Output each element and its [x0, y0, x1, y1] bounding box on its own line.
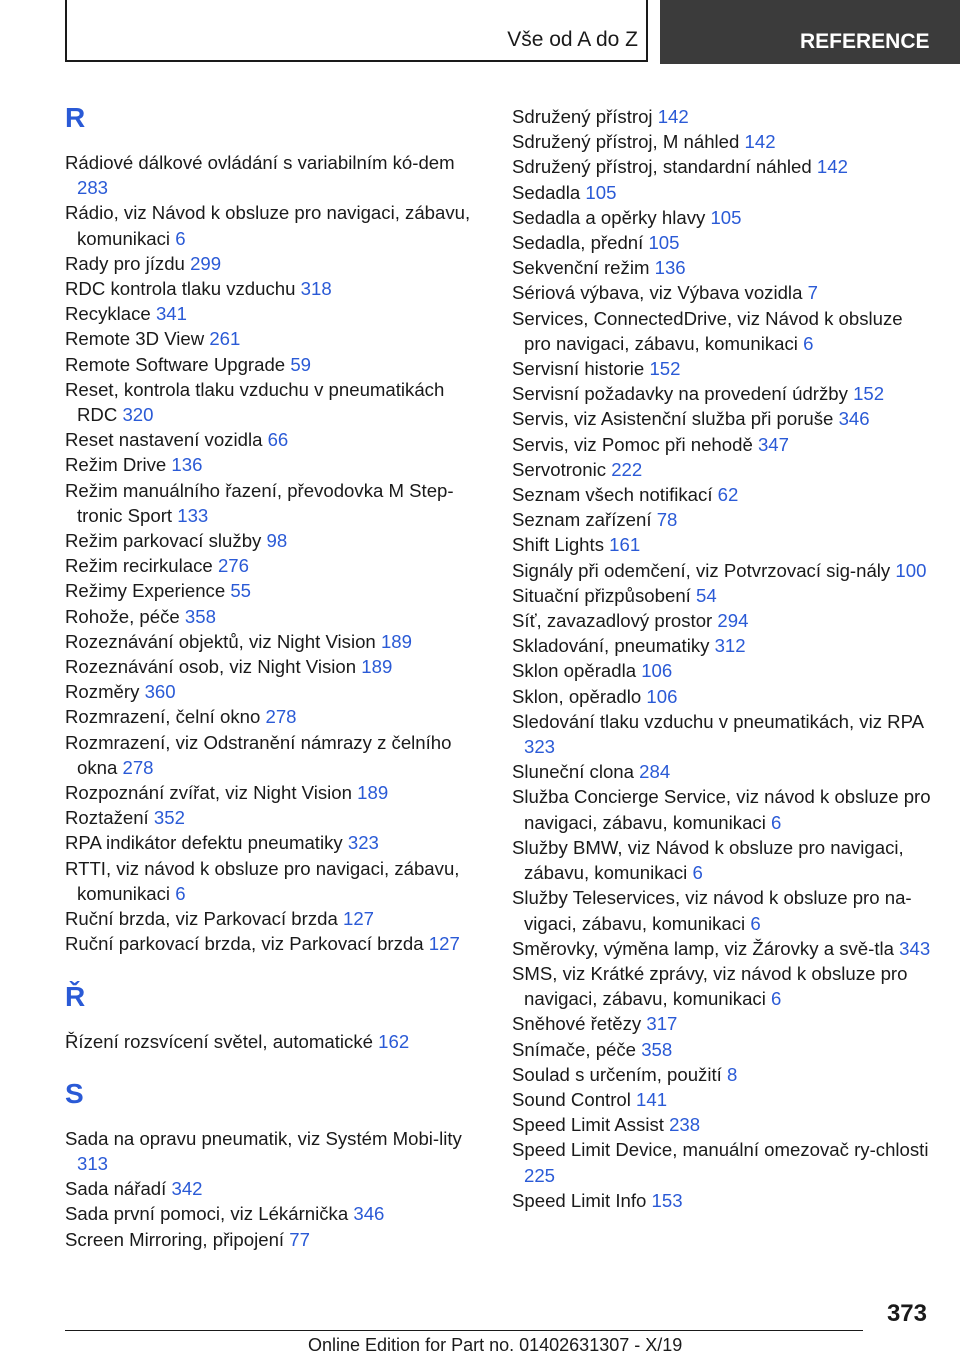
index-entry [65, 604, 485, 629]
index-entry [65, 805, 485, 830]
index-entry [512, 457, 932, 482]
index-entry [512, 558, 932, 583]
page-reference-link[interactable]: 152 [649, 358, 681, 380]
index-entry-text: Reset, kontrola tlaku vzduchu v pneumatikách RDC [65, 378, 445, 426]
page-reference-link[interactable]: 105 [648, 232, 680, 254]
index-entry-text: Sada na opravu pneumatik, viz Systém Mobi‐lity [65, 1127, 462, 1149]
index-entry-text: Rohože, péče [65, 605, 180, 627]
index-entry-text: Rozpoznání zvířat, viz Night Vision [65, 782, 352, 804]
index-entry [512, 961, 932, 1011]
section-title: Vše od A do Z [507, 28, 638, 51]
index-entry-text: Režim manuálního řazení, převodovka M Step‐tronic Sport [65, 479, 454, 526]
index-entry [65, 200, 485, 250]
page-reference-link[interactable]: 106 [641, 660, 673, 682]
index-entry [65, 730, 485, 780]
index-entry [65, 478, 485, 528]
page-reference-link[interactable]: 105 [585, 181, 617, 203]
page-reference-link[interactable]: 136 [654, 257, 686, 279]
page-reference-link[interactable]: 278 [122, 756, 154, 778]
page-reference-link[interactable]: 323 [524, 736, 556, 758]
index-entry-text: Rozmrazení, viz Odstranění námrazy z čelního okna [65, 731, 452, 778]
page-reference-link[interactable]: 225 [524, 1164, 556, 1186]
page-reference-link[interactable]: 7 [807, 282, 818, 304]
index-entry [65, 377, 485, 427]
page-reference-link[interactable]: 141 [636, 1088, 668, 1110]
page-reference-link[interactable]: 317 [646, 1013, 678, 1035]
index-entry-text: Speed Limit Assist [512, 1114, 664, 1136]
index-entry-text: Služby BMW, viz Návod k obsluze pro navigaci, zábavu, komunikaci [512, 836, 904, 884]
index-entry [512, 608, 932, 633]
index-entry [65, 1176, 485, 1201]
page-reference-link[interactable]: 6 [750, 912, 761, 934]
page-reference-link[interactable]: 358 [641, 1038, 673, 1060]
index-entry-text: Sněhové řetězy [512, 1013, 642, 1035]
page-reference-link[interactable]: 358 [184, 605, 216, 627]
index-entry-text: Shift Lights [512, 534, 604, 556]
index-entry [65, 704, 485, 729]
index-entry-text: Sedadla, přední [512, 232, 644, 254]
page-reference-link[interactable]: 284 [639, 761, 671, 783]
page-reference-link[interactable]: 283 [77, 177, 109, 199]
index-entry-text: Sedadla [512, 181, 581, 203]
section-letter: S [65, 1077, 84, 1109]
index-entry [512, 1062, 932, 1087]
index-entry-text: Sedadla a opěrky hlavy [512, 206, 706, 228]
index-entry [512, 154, 932, 179]
page-reference-link[interactable]: 294 [717, 610, 749, 632]
index-entry-text: Sound Control [512, 1088, 631, 1110]
index-entry-text: Ruční brzda, viz Parkovací brzda [65, 908, 338, 930]
index-entry [65, 352, 485, 377]
index-entry-text: Roztažení [65, 807, 149, 829]
index-entry [512, 658, 932, 683]
page-reference-link[interactable]: 6 [692, 862, 703, 884]
index-entry-text: Rádiové dálkové ovládání s variabilním kó‐dem [65, 152, 455, 173]
index-entry-text: Sada nářadí [65, 1178, 167, 1200]
index-entry-text: Seznam zařízení [512, 509, 652, 531]
index-entry [65, 1201, 485, 1226]
page-reference-link[interactable]: 6 [175, 227, 186, 249]
index-entry-text: Ruční parkovací brzda, viz Parkovací brzda [65, 933, 424, 955]
index-entry [65, 326, 485, 351]
index-entry [512, 684, 932, 709]
index-entry-text: Soulad s určením, použití [512, 1063, 722, 1085]
index-entry [65, 679, 485, 704]
index-entry [512, 759, 932, 784]
index-entry-text: Seznam všech notifikací [512, 484, 713, 506]
index-entry-text: Režimy Experience [65, 580, 226, 602]
page-reference-link[interactable]: 59 [290, 353, 311, 375]
page-reference-link[interactable]: 318 [300, 278, 332, 300]
index-entry-text: Sklon opěradla [512, 660, 637, 682]
index-entry [65, 654, 485, 679]
index-entry [65, 629, 485, 654]
index-entry [512, 1188, 932, 1213]
index-entry-text: Services, ConnectedDrive, viz Návod k obsluze pro navigaci, zábavu, komunikaci [512, 307, 903, 354]
page-reference-link[interactable]: 6 [803, 332, 814, 354]
index-entry [512, 507, 932, 532]
page-reference-link[interactable]: 312 [714, 635, 746, 657]
index-entry-text: Speed Limit Info [512, 1189, 647, 1211]
page-reference-link[interactable]: 161 [609, 534, 641, 556]
index-entry [512, 1137, 932, 1187]
index-entry-text: Síť, zavazadlový prostor [512, 610, 713, 632]
index-entry [512, 406, 932, 431]
index-entry [512, 104, 932, 129]
index-entry [65, 301, 485, 326]
page-reference-link[interactable]: 142 [744, 131, 776, 153]
index-entry [65, 578, 485, 603]
index-entry-text: Servis, viz Pomoc při nehodě [512, 433, 753, 455]
footer-edition: Online Edition for Part no. 01402631307 - X/19 [308, 1335, 683, 1355]
page-reference-link[interactable]: 222 [611, 458, 643, 480]
page-reference-link[interactable]: 341 [155, 303, 187, 325]
section-letter: Ř [65, 980, 86, 1012]
index-entry [512, 835, 932, 885]
page-reference-link[interactable]: 98 [266, 530, 288, 552]
index-entry-text: Směrovky, výměna lamp, viz Žárovky a svě‐tla [512, 937, 894, 959]
index-entry [512, 230, 932, 255]
index-entry [65, 906, 485, 931]
index-entry-text: Sériová výbava, viz Výbava vozidla [512, 282, 803, 304]
page-reference-link[interactable]: 62 [717, 484, 739, 506]
index-entry [512, 280, 932, 305]
index-entry [512, 532, 932, 557]
index-entry-text: Servotronic [512, 458, 607, 480]
index-entry [65, 150, 485, 200]
page-reference-link[interactable]: 342 [171, 1178, 203, 1200]
index-entry-text: Rozměry [65, 681, 140, 703]
page-reference-link[interactable]: 343 [899, 937, 931, 959]
index-column-right [512, 104, 932, 1213]
index-entry [65, 1126, 485, 1176]
index-entry-text: Speed Limit Device, manuální omezovač ry‐chlosti [512, 1139, 929, 1161]
index-entry-text: RDC kontrola tlaku vzduchu [65, 278, 296, 300]
index-entry [512, 784, 932, 834]
page-reference-link[interactable]: 189 [380, 630, 412, 652]
index-entry-text: RPA indikátor defektu pneumatiky [65, 832, 343, 854]
page-reference-link[interactable]: 278 [265, 706, 297, 728]
index-entry-text: Rozmrazení, čelní okno [65, 706, 261, 728]
index-entry-text: Signály při odemčení, viz Potvrzovací sig‐nály [512, 559, 891, 581]
index-entry [512, 1087, 932, 1112]
index-entry [65, 528, 485, 553]
page-reference-link[interactable]: 261 [209, 328, 241, 350]
index-entry [512, 583, 932, 608]
page-reference-link[interactable]: 346 [353, 1203, 385, 1225]
index-entry [512, 381, 932, 406]
index-entry-text: Reset nastavení vozidla [65, 429, 263, 451]
section-letter: R [65, 102, 86, 133]
index-entry-text: Remote 3D View [65, 328, 205, 350]
index-entry [65, 452, 485, 477]
page-reference-link[interactable]: 152 [853, 383, 885, 405]
index-entry [512, 306, 932, 356]
page-number: 373 [886, 1300, 927, 1327]
index-entry-text: Servisní historie [512, 358, 645, 380]
page-reference-link[interactable]: 78 [656, 509, 678, 531]
index-entry-text: Sklon, opěradlo [512, 685, 642, 707]
index-entry [65, 1227, 485, 1252]
index-entry-text: Rádio, viz Návod k obsluze pro navigaci, zábavu, komunikaci [65, 202, 471, 249]
index-entry [512, 482, 932, 507]
index-entry [65, 553, 485, 578]
index-entry [512, 936, 932, 961]
index-entry-text: Servis, viz Asistenční služba při poruše [512, 408, 834, 430]
page-reference-link[interactable]: 8 [726, 1063, 738, 1085]
page-reference-link[interactable]: 6 [771, 811, 782, 833]
index-entry [512, 1011, 932, 1036]
index-entry-text: Sdružený přístroj [512, 106, 653, 127]
index-entry-text: Screen Mirroring, připojení [65, 1228, 285, 1250]
page-reference-link[interactable]: 136 [171, 454, 203, 476]
index-entry-text: Služba Concierge Service, viz návod k obsluze pro navigaci, zábavu, komunikaci [512, 786, 931, 833]
page-reference-link[interactable]: 100 [895, 559, 927, 581]
page-reference-link[interactable]: 323 [347, 832, 379, 854]
page-reference-link[interactable]: 55 [230, 580, 252, 602]
index-entry-text: Sdružený přístroj, standardní náhled [512, 156, 812, 178]
index-entry-text: Sledování tlaku vzduchu v pneumatikách, viz RPA [512, 710, 924, 732]
index-entry [65, 856, 485, 906]
index-entry-text: Skladování, pneumatiky [512, 635, 710, 657]
page-reference-link[interactable]: 162 [378, 1030, 410, 1052]
page-reference-link[interactable]: 105 [710, 206, 742, 228]
index-entry [512, 1037, 932, 1062]
page-reference-link[interactable]: 66 [267, 429, 289, 451]
page-reference-link[interactable]: 238 [669, 1114, 701, 1136]
chapter-tab: REFERENCE [660, 0, 960, 64]
page-reference-link[interactable]: 6 [771, 988, 782, 1010]
index-entry [65, 931, 485, 956]
index-entry-text: Rady pro jízdu [65, 252, 185, 274]
index-entry [65, 427, 485, 452]
page-reference-link[interactable]: 142 [816, 156, 848, 178]
index-entry [512, 709, 932, 759]
footer-divider [65, 1330, 863, 1331]
page-reference-link[interactable]: 276 [217, 555, 249, 577]
page-reference-link[interactable]: 106 [646, 685, 678, 707]
page-reference-link[interactable]: 133 [177, 504, 209, 526]
index-entry [65, 1029, 485, 1054]
page-reference-link[interactable]: 352 [153, 807, 185, 829]
page-reference-link[interactable]: 320 [122, 404, 154, 426]
page-reference-link[interactable]: 153 [651, 1189, 683, 1211]
page-reference-link[interactable]: 6 [175, 882, 186, 904]
index-entry-text: Sada první pomoci, viz Lékárnička [65, 1203, 349, 1225]
page-reference-link[interactable]: 189 [357, 782, 389, 804]
page-reference-link[interactable]: 127 [343, 908, 375, 930]
index-entry-text: Režim parkovací služby [65, 530, 262, 552]
index-entry-text: Režim Drive [65, 454, 167, 476]
page-reference-link[interactable]: 299 [190, 252, 222, 274]
index-column-left [65, 98, 485, 1252]
page-reference-link[interactable]: 346 [838, 408, 870, 430]
index-entry [65, 276, 485, 301]
index-entry [65, 830, 485, 855]
index-entry [512, 356, 932, 381]
page-reference-link[interactable]: 127 [428, 933, 460, 955]
page-reference-link[interactable]: 347 [757, 433, 789, 455]
index-entry-text: RTTI, viz návod k obsluze pro navigaci, zábavu, komunikaci [65, 857, 460, 904]
index-entry [65, 251, 485, 276]
index-entry [512, 633, 932, 658]
page-reference-link[interactable]: 189 [361, 656, 393, 678]
index-entry [512, 205, 932, 230]
index-entry [512, 180, 932, 205]
page-reference-link[interactable]: 77 [289, 1228, 310, 1250]
index-entry-text: Rozeznávání objektů, viz Night Vision [65, 630, 376, 652]
index-entry [512, 255, 932, 280]
page-reference-link[interactable]: 54 [696, 584, 717, 606]
page-reference-link[interactable]: 142 [657, 106, 689, 127]
index-entry [512, 885, 932, 935]
index-entry-text: Režim recirkulace [65, 555, 213, 577]
index-entry-text: Snímače, péče [512, 1038, 637, 1060]
index-entry-text: Remote Software Upgrade [65, 353, 286, 375]
index-entry [512, 1112, 932, 1137]
index-entry-text: SMS, viz Krátké zprávy, viz návod k obsluze pro navigaci, zábavu, komunikaci [512, 962, 908, 1010]
index-entry [512, 129, 932, 154]
index-entry-text: Servisní požadavky na provedení údržby [512, 383, 848, 405]
index-entry-text: Služby Teleservices, viz návod k obsluze pro na‐vigaci, zábavu, komunikaci [512, 887, 912, 934]
page-reference-link[interactable]: 360 [144, 681, 176, 703]
index-entry [65, 780, 485, 805]
index-entry-text: Sekvenční režim [512, 257, 650, 279]
index-entry-text: Sdružený přístroj, M náhled [512, 131, 740, 153]
index-entry-text: Recyklace [65, 303, 151, 325]
index-entry-text: Rozeznávání osob, viz Night Vision [65, 656, 357, 678]
page-reference-link[interactable]: 313 [77, 1152, 109, 1174]
index-entry-text: Situační přizpůsobení [512, 584, 691, 606]
index-entry-text: Sluneční clona [512, 761, 634, 783]
index-entry [512, 432, 932, 457]
index-entry-text: Řízení rozsvícení světel, automatické [65, 1030, 373, 1052]
